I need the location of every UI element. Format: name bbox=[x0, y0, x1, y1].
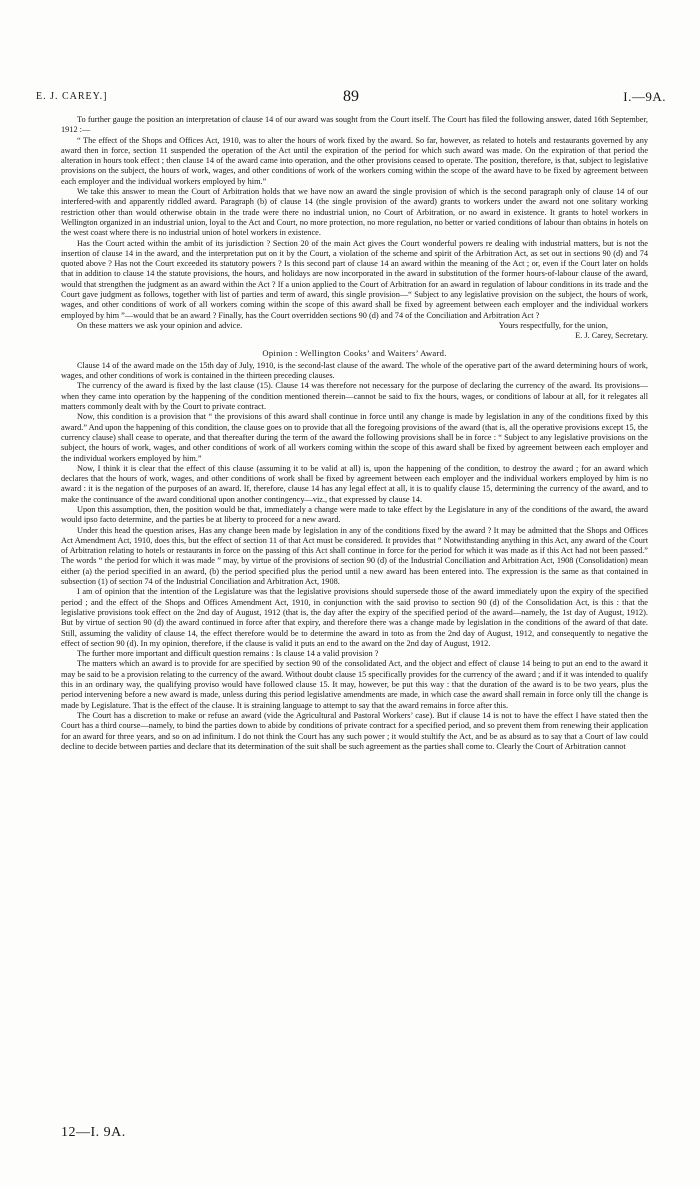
running-header bbox=[36, 88, 666, 106]
paragraph: Clause 14 of the award made on the 15th day of July, 1910, is the second-last clause of the award. The whole of the operative part of the award determining hours of work, wages, and other conditions of work is contained in the thirteen preceding clauses. bbox=[61, 360, 648, 381]
paragraph: “ The effect of the Shops and Offices Act, 1910, was to alter the hours of work fixed by the award. So far, however, as related to hotels and restaurants governed by any award then in force, section 11 suspended the operation of the Act until the expiration of the period for which such award was made. On the expiration of that period the alteration in hours took effect ; then clause 14 of the award came into operation, and the other provisions ceased to operate. The position, therefore, is that, subject to legislative provisions on the subject, the hours of work, wages, and other conditions of work of the workers coming within the scope of the award have to be fixed by agreement between each employer and the individual workers employed by him.” bbox=[61, 135, 648, 186]
closing-line bbox=[61, 321, 648, 331]
paragraph: Has the Court acted within the ambit of its jurisdiction ? Section 20 of the main Act gives the Court wonderful powers re dealing with industrial matters, but is not the insertion of clause 14 in the award, and the interpretation put on it by the Court, a violation of the scheme and spirit of the Arbitration Act, as set out in sections 90 (d) and 74 quoted above ? Has not the Court exceeded its statutory powers ? Is this second part of clause 14 an award within the meaning of the Act ; or, even if the Court later on holds that in addition to clause 14 the statute provisions, the hours, and holidays are now incorporated in the award in substitution of the former hours-of-labour clause of the award, would that strengthen the judgment as an award within the Act ? If a union applied to the Court of Arbitration for an award in regulation of labour conditions in its trade and the Court gave judgment as follows, together with list of parties and term of award, this single provision—“ Subject to any legislative provision on the subject, the hours of work, wages, and other conditions of work of all workers coming within the scope of this award shall be fixed by agreement between each employer and the individual workers employed by him ”—would that be an award ? Finally, has the Court overridden sections 90 (d) and 74 of the Conciliation and Arbitration Act ? bbox=[61, 238, 648, 320]
paragraph: The matters which an award is to provide for are specified by section 90 of the consolidated Act, and the object and effect of clause 14 being to put an end to the award it may be said to be a provision relating to the currency of the award. Without doubt clause 15 specifically provides for the currency of the award ; and if it was intended to qualify this in an ordinary way, the qualifying proviso would have followed clause 15. It may, however, be put this way : that the duration of the award is to be two years, plus the period intervening before a new award is made, unless during this period legislative amendments are made, in which case the award shall remain in force only till the change is made by Legislature. That is the effect of the clause. It is straining language to attempt to say that the award remains in force after this. bbox=[61, 659, 648, 710]
paragraph: Now, this condition is a provision that “ the provisions of this award shall continue in force until any change is made by legislation in any of the conditions fixed by this award.” And upon the happening of this condition, the clause goes on to provide that all the foregoing provisions of the award (that is, all the operative provisions except 15, the currency clause) shall cease to operate, and that thereafter during the term of the award the following provisions shall be in force : “ Subject to any legislative provisions on the subject, the hours of work, wages, and other conditions of work of all workers coming within the scope of this award shall be fixed by agreement between each employer and the individual workers employed by him.” bbox=[61, 412, 648, 463]
section-heading: Opinion : Wellington Cooks’ and Waiters’ Award. bbox=[262, 347, 447, 358]
paragraph: The currency of the award is fixed by the last clause (15). Clause 14 was therefore not necessary for the purpose of declaring the currency of the award. Its provisions—when they came into operation by the happening of the condition mentioned therein—cannot be said to fix the hours, wages, or conditions of labour at all, for it relegates all matters commonly dealt with by the Court to private contract. bbox=[61, 381, 648, 412]
page-number: 89 bbox=[343, 88, 359, 105]
paragraph: Now, I think it is clear that the effect of this clause (assuming it to be valid at all) is, upon the happening of the condition, to destroy the award ; for an award which declares that the hours of work, wages, and other conditions of work shall be fixed by agreement between each employer and the individual workers employed by him is no award : it is the negation of the purposes of an award. If, therefore, clause 14 has any legal effect at all, it is to qualify clause 15, determining the currency of the award, and to make the continuance of the award conditional upon another contingency—viz., that expressed by clause 14. bbox=[61, 463, 648, 504]
paragraph: We take this answer to mean the Court of Arbitration holds that we have now an award the single provision of which is the second paragraph only of clause 14 of our interfered-with and apparently riddled award. Paragraph (b) of clause 14 (the single provision of the award) grants to workers under the award not one solitary working restriction other than would otherwise obtain in the trade were there no industrial union, no Court of Arbitration, or no award in existence. It grants to hotel workers in Wellington organized in an industrial union, loyal to the Act and Court, no more protection, no more regulation, no better or varied conditions of labour than obtains in hotels on the west coast where there is no industrial union of hotel workers in existence. bbox=[61, 187, 648, 238]
paragraph: The Court has a discretion to make or refuse an award (vide the Agricultural and Pastoral Workers’ case). But if clause 14 is not to have the effect I have stated then the Court has a third course—namely, to bind the parties down to abide by conditions of private contract for a specified period, and so prevent them from renewing their application for an award for three years, and so on ad infinitum. I do not think the Court has any such power ; it would stultify the Act, and be as absurd as to say that a Court of law could decline to decide between parties and declare that its determination of the suit shall be such agreement as the parties shall come to. Clearly the Court of Arbitration cannot bbox=[61, 710, 648, 751]
paragraph: The further more important and difficult question remains : Is clause 14 a valid provision ? bbox=[77, 649, 379, 659]
valediction: Yours respectfully, for the union, bbox=[498, 320, 608, 330]
document-body bbox=[61, 115, 648, 752]
paragraph: Upon this assumption, then, the position would be that, immediately a change were made to take effect by the Legislature in any of the conditions of the award, the award would ipso facto determine, and the parties be at liberty to proceed for a new award. bbox=[61, 504, 648, 525]
signature: E. J. Carey, Secretary. bbox=[575, 331, 648, 341]
paragraph: Under this head the question arises, Has any change been made by legislation in any of the conditions fixed by the award ? It may be admitted that the Shops and Offices Act Amendment Act, 1910, does this, but the effect of section 11 of that Act must be considered. It provides that “ Notwithstanding anything in this Act, any award of the Court of Arbitration relating to hotels or restaurants in force on the passing of this Act shall continue in force for the period for which it was made as if this Act had not been passed.” The words “ the period for which it was made ” may, by virtue of the provisions of section 90 (d) of the Industrial Conciliation and Arbitration Act, 1908 (Consolidation) mean either (a) the period specified in an award, (b) the period specified plus the period until a new award has been entered into. The expression is the same as that contained in subsection (1) of section 74 of the Industrial Conciliation and Arbitration Act, 1908. bbox=[61, 525, 648, 587]
paragraph: To further gauge the position an interpretation of clause 14 of our award was sought from the Court itself. The Court has filed the following answer, dated 16th September, 1912 :— bbox=[61, 115, 648, 135]
header-author: E. J. CAREY.] bbox=[36, 91, 108, 102]
closing-text: On these matters we ask your opinion and advice. bbox=[77, 320, 243, 330]
signature-mark: 12—I. 9A. bbox=[61, 1125, 126, 1140]
paper-reference: I.—9A. bbox=[623, 89, 666, 104]
paragraph: I am of opinion that the intention of the Legislature was that the legislative provisions should supersede those of the award immediately upon the expiry of the specified period ; and the effect of the Shops and Offices Amendment Act, 1910, in conjunction with the said proviso to section 90 (d) of the Consolidation Act, is this : that the legislative provisions took effect on the 2nd day of August, 1912 (that is, the day after the expiry of the specified period of the award—namely, the 1st day of August, 1912). But by virtue of section 90 (d) the award continued in force after that expiry, and therefore there was a change made by legislation in the conditions of the award of that date. Still, assuming the validity of clause 14, the effect therefore would be to determine the award in toto as from the 2nd day of August, 1912, and consequently to negative the effect of section 90 (d). In my opinion, therefore, if the clause is valid it puts an end to the award on the 2nd day of August, 1912. bbox=[61, 587, 648, 648]
